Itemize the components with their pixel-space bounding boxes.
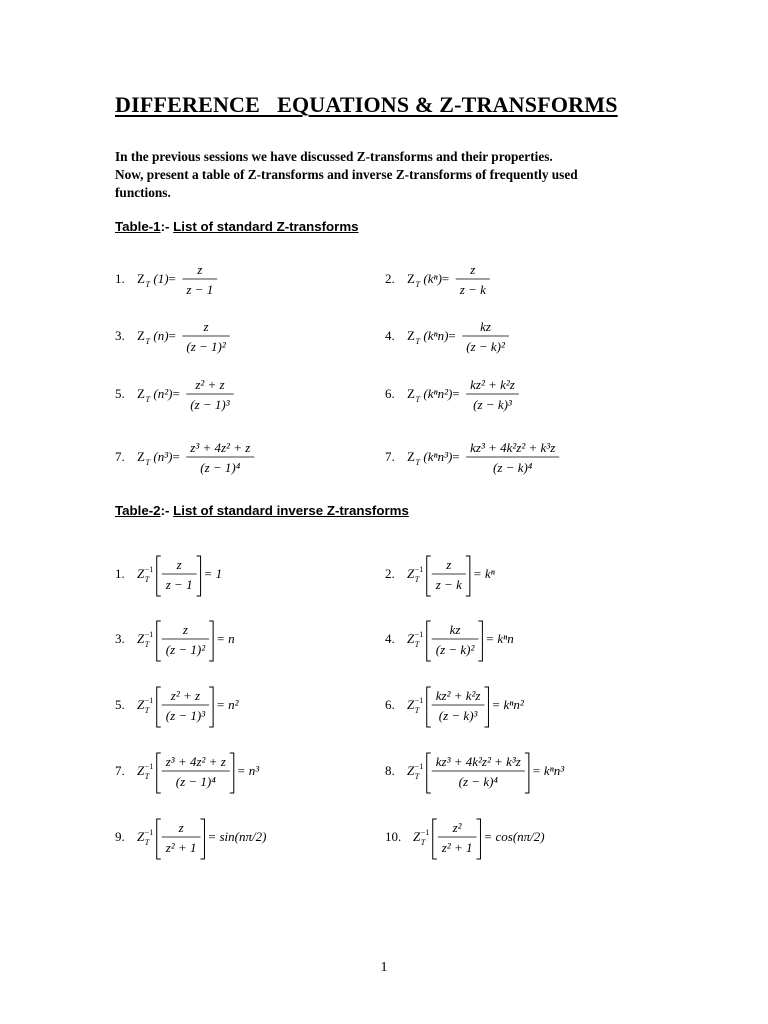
operator-superscript: −1 <box>144 565 154 574</box>
item-number: 2. <box>385 566 395 581</box>
fraction-numerator: z <box>176 557 182 572</box>
intro-line: functions. <box>115 185 171 200</box>
fraction-numerator: kz³ + 4k²z² + k³z <box>435 754 521 769</box>
item-number: 1. <box>115 566 125 581</box>
right-bracket <box>197 556 201 596</box>
table1-separator: :- <box>160 219 174 234</box>
formula-svg <box>115 257 365 307</box>
left-bracket <box>427 556 431 596</box>
operator-subscript: T <box>414 772 420 781</box>
table1-formula <box>385 257 635 307</box>
table2-formula <box>385 683 635 733</box>
table1-formula <box>385 314 635 364</box>
fraction-denominator: (z − 1)³ <box>165 708 206 723</box>
table1-caption: List of standard Z-transforms <box>173 219 359 234</box>
operator-subscript: T <box>420 838 426 847</box>
operator-subscript: T <box>145 395 150 404</box>
right-bracket <box>476 819 480 859</box>
item-number: 3. <box>115 631 125 646</box>
inverse-result: = cos(nπ/2) <box>483 829 545 844</box>
equals-sign: = <box>452 386 460 401</box>
fraction-numerator: kz² + k²z <box>435 688 481 703</box>
operator-symbol: Z <box>137 697 145 712</box>
operator-symbol: Z <box>413 829 421 844</box>
right-bracket <box>478 621 482 661</box>
table2-formula <box>115 617 365 667</box>
formula-svg <box>115 683 365 733</box>
operator-subscript: T <box>145 458 150 467</box>
equals-sign: = <box>172 449 180 464</box>
table2-formula <box>115 683 365 733</box>
formula-svg <box>385 815 635 865</box>
operator-symbol: Z <box>407 697 415 712</box>
fraction-numerator: z <box>178 820 184 835</box>
inverse-result: = sin(nπ/2) <box>207 829 267 844</box>
left-bracket <box>427 621 431 661</box>
table1-formula <box>115 372 365 422</box>
operator-subscript: T <box>415 395 420 404</box>
transform-argument: (n) <box>153 328 169 343</box>
transform-argument: (n²) <box>153 386 173 401</box>
table2-formula <box>385 815 635 865</box>
fraction-numerator: kz³ + 4k²z² + k³z <box>470 440 556 455</box>
formula-svg <box>115 552 365 602</box>
fraction-denominator: (z − k)⁴ <box>493 460 533 475</box>
page-number: 1 <box>380 960 388 975</box>
formula-svg <box>115 435 365 485</box>
formula-svg <box>385 749 635 799</box>
formula-svg <box>385 314 635 364</box>
table1-formula <box>385 435 635 485</box>
inverse-result: = 1 <box>203 566 223 581</box>
item-number: 7. <box>385 449 395 464</box>
fraction-denominator: (z − k)³ <box>473 397 512 412</box>
fraction-denominator: (z − 1)³ <box>190 397 230 412</box>
equals-sign: = <box>448 328 456 343</box>
operator-symbol: Z <box>407 449 415 464</box>
fraction-numerator: kz <box>480 319 491 334</box>
fraction-denominator: (z − 1)² <box>165 642 206 657</box>
operator-subscript: T <box>144 838 150 847</box>
fraction-numerator: z³ + 4z² + z <box>165 754 226 769</box>
item-number: 8. <box>385 763 395 778</box>
operator-symbol: Z <box>407 328 415 343</box>
table2-label: Table-2 <box>115 503 161 518</box>
operator-subscript: T <box>415 337 420 346</box>
operator-superscript: −1 <box>414 630 424 639</box>
operator-symbol: Z <box>137 631 145 646</box>
item-number: 3. <box>115 328 125 343</box>
fraction-denominator: (z − 1)⁴ <box>200 460 241 475</box>
transform-argument: (kⁿ) <box>423 271 442 286</box>
operator-symbol: Z <box>407 566 415 581</box>
formula-svg <box>115 749 365 799</box>
right-bracket <box>525 753 529 793</box>
inverse-result: = n² <box>216 697 239 712</box>
table1-formula <box>115 314 365 364</box>
operator-subscript: T <box>144 575 150 584</box>
operator-subscript: T <box>144 640 150 649</box>
table1-formula <box>115 435 365 485</box>
table2-formula <box>115 749 365 799</box>
transform-argument: (n³) <box>153 449 173 464</box>
table2-formula <box>385 552 635 602</box>
item-number: 2. <box>385 271 395 286</box>
table1-heading <box>115 219 359 234</box>
operator-superscript: −1 <box>144 696 154 705</box>
table2-formula <box>115 815 365 865</box>
table2-formula <box>115 552 365 602</box>
fraction-denominator: (z − k)² <box>435 642 475 657</box>
item-number: 7. <box>115 763 125 778</box>
fraction-numerator: z² <box>452 820 462 835</box>
table2-formula <box>385 617 635 667</box>
item-number: 6. <box>385 386 395 401</box>
inverse-result: = kⁿn³ <box>531 763 565 778</box>
operator-symbol: Z <box>137 566 145 581</box>
operator-subscript: T <box>145 337 150 346</box>
inverse-result: = n <box>216 631 235 646</box>
operator-superscript: −1 <box>420 828 430 837</box>
fraction-numerator: z² + z <box>170 688 201 703</box>
item-number: 10. <box>385 829 402 844</box>
formula-svg <box>385 683 635 733</box>
table1-formula <box>115 257 365 307</box>
fraction-denominator: z − 1 <box>186 282 214 297</box>
operator-subscript: T <box>414 706 420 715</box>
intro-paragraph <box>115 148 655 202</box>
fraction-denominator: z − 1 <box>165 577 193 592</box>
right-bracket <box>209 687 213 727</box>
transform-argument: (1) <box>153 271 169 286</box>
item-number: 7. <box>115 449 125 464</box>
inverse-result: = kⁿ <box>472 566 495 581</box>
intro-line: Now, present a table of Z-transforms and inverse Z-transforms of frequently used <box>115 167 578 182</box>
operator-superscript: −1 <box>144 630 154 639</box>
table2-caption: List of standard inverse Z-transforms <box>173 503 409 518</box>
formula-svg <box>115 617 365 667</box>
operator-subscript: T <box>415 458 420 467</box>
fraction-numerator: z³ + 4z² + z <box>190 440 251 455</box>
inverse-result: = n³ <box>236 763 260 778</box>
operator-symbol: Z <box>137 763 145 778</box>
left-bracket <box>157 753 161 793</box>
left-bracket <box>157 621 161 661</box>
operator-superscript: −1 <box>414 696 424 705</box>
operator-subscript: T <box>415 280 420 289</box>
equals-sign: = <box>441 271 450 286</box>
inverse-result: = kⁿn² <box>491 697 524 712</box>
fraction-denominator: (z − k)⁴ <box>458 774 498 789</box>
table1-label: Table-1 <box>115 219 161 234</box>
operator-superscript: −1 <box>414 762 424 771</box>
right-bracket <box>209 621 213 661</box>
operator-symbol: Z <box>137 829 145 844</box>
fraction-numerator: z <box>197 262 203 277</box>
formula-svg <box>385 257 635 307</box>
item-number: 9. <box>115 829 125 844</box>
fraction-denominator: (z − k)³ <box>438 708 478 723</box>
fraction-denominator: (z − k)² <box>466 339 505 354</box>
left-bracket <box>427 687 431 727</box>
operator-symbol: Z <box>137 386 145 401</box>
operator-superscript: −1 <box>144 828 154 837</box>
item-number: 6. <box>385 697 395 712</box>
formula-svg <box>385 372 635 422</box>
fraction-denominator: z − k <box>459 282 486 297</box>
item-number: 5. <box>115 697 125 712</box>
operator-superscript: −1 <box>414 565 424 574</box>
table2-separator: :- <box>160 503 174 518</box>
right-bracket <box>484 687 488 727</box>
formula-svg <box>385 435 635 485</box>
right-bracket <box>466 556 470 596</box>
item-number: 4. <box>385 631 395 646</box>
operator-subscript: T <box>414 640 420 649</box>
formula-svg <box>115 815 365 865</box>
equals-sign: = <box>452 449 460 464</box>
table1-formula <box>385 372 635 422</box>
operator-subscript: T <box>145 280 150 289</box>
equals-sign: = <box>168 328 176 343</box>
operator-subscript: T <box>144 706 150 715</box>
fraction-numerator: kz² + k²z <box>470 377 515 392</box>
transform-argument: (kⁿn) <box>423 328 449 343</box>
operator-symbol: Z <box>137 449 145 464</box>
item-number: 4. <box>385 328 395 343</box>
equals-sign: = <box>168 271 176 286</box>
table2-heading <box>115 503 409 518</box>
inverse-result: = kⁿn <box>485 631 514 646</box>
operator-superscript: −1 <box>144 762 154 771</box>
fraction-denominator: z − k <box>435 577 462 592</box>
fraction-denominator: z² + 1 <box>165 840 197 855</box>
fraction-numerator: kz <box>449 622 461 637</box>
fraction-numerator: z² + z <box>195 377 225 392</box>
formula-svg <box>115 314 365 364</box>
operator-symbol: Z <box>137 328 145 343</box>
fraction-numerator: z <box>446 557 452 572</box>
left-bracket <box>157 819 161 859</box>
intro-line: In the previous sessions we have discussed Z-transforms and their properties. <box>115 149 553 164</box>
formula-svg <box>115 372 365 422</box>
item-number: 1. <box>115 271 125 286</box>
left-bracket <box>157 556 161 596</box>
operator-symbol: Z <box>137 271 145 286</box>
fraction-numerator: z <box>470 262 476 277</box>
fraction-denominator: z² + 1 <box>441 840 473 855</box>
operator-symbol: Z <box>407 763 415 778</box>
left-bracket <box>157 687 161 727</box>
fraction-denominator: (z − 1)² <box>186 339 226 354</box>
formula-svg <box>385 552 635 602</box>
right-bracket <box>230 753 234 793</box>
formula-svg <box>385 617 635 667</box>
transform-argument: (kⁿn³) <box>423 449 453 464</box>
page-title: DIFFERENCE EQUATIONS & Z-TRANSFORMS <box>115 92 618 117</box>
fraction-denominator: (z − 1)⁴ <box>175 774 216 789</box>
operator-symbol: Z <box>407 631 415 646</box>
left-bracket <box>427 753 431 793</box>
operator-subscript: T <box>144 772 150 781</box>
transform-argument: (kⁿn²) <box>423 386 453 401</box>
operator-symbol: Z <box>407 271 415 286</box>
table2-formula <box>385 749 635 799</box>
fraction-numerator: z <box>203 319 209 334</box>
right-bracket <box>200 819 204 859</box>
operator-subscript: T <box>414 575 420 584</box>
left-bracket <box>433 819 437 859</box>
equals-sign: = <box>172 386 180 401</box>
fraction-numerator: z <box>182 622 188 637</box>
item-number: 5. <box>115 386 125 401</box>
operator-symbol: Z <box>407 386 415 401</box>
